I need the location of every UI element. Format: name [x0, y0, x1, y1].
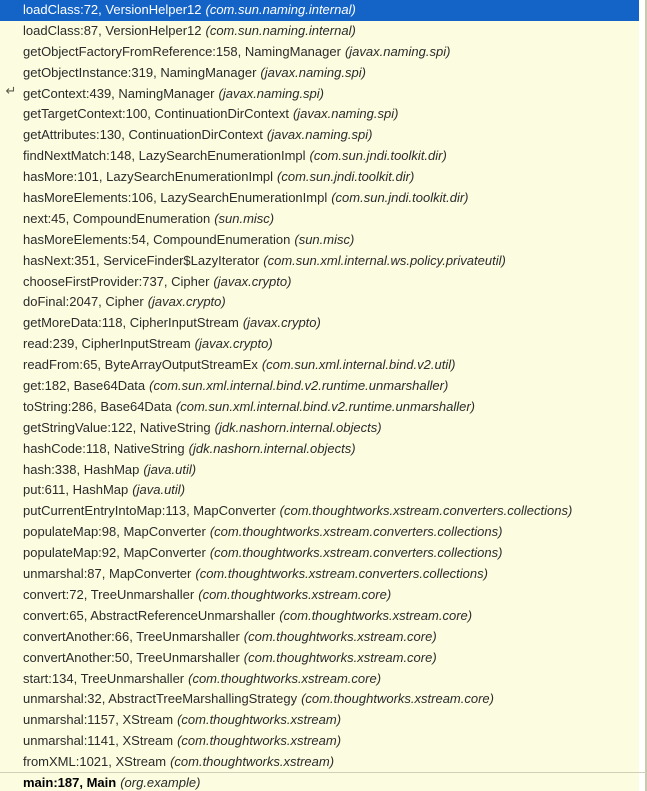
stack-frame-row[interactable]: [0, 710, 646, 731]
frame-package-label: (org.example): [120, 774, 201, 790]
frame-package-label: (com.sun.naming.internal): [205, 22, 356, 38]
frame-method-label: read:239, CipherInputStream: [23, 336, 191, 352]
stack-frame-row[interactable]: [0, 752, 646, 773]
frame-package-label: (com.thoughtworks.xstream.converters.collections): [195, 566, 488, 582]
frame-package-label: (com.thoughtworks.xstream): [177, 712, 342, 728]
frame-method-label: chooseFirstProvider:737, Cipher: [23, 273, 210, 289]
frame-package-label: (java.util): [143, 461, 197, 477]
stack-frame-row[interactable]: [0, 230, 646, 251]
frame-method-label: hasNext:351, ServiceFinder$LazyIterator: [23, 252, 260, 268]
frame-method-label: main:187, Main: [23, 774, 117, 790]
frame-package-label: (sun.misc): [214, 210, 275, 226]
stack-frame-row[interactable]: [0, 439, 646, 460]
stack-frame-row[interactable]: [0, 313, 646, 334]
frame-package-label: (com.sun.jndi.toolkit.dir): [277, 169, 415, 185]
stack-frame-row[interactable]: [0, 125, 646, 146]
stack-frame-row[interactable]: [0, 731, 646, 752]
frame-method-label: findNextMatch:148, LazySearchEnumerationImpl: [23, 148, 306, 164]
stack-frame-row[interactable]: [0, 480, 646, 501]
frame-method-label: putCurrentEntryIntoMap:113, MapConverter: [23, 503, 276, 519]
frame-method-label: unmarshal:87, MapConverter: [23, 566, 192, 582]
frame-package-label: (javax.crypto): [242, 315, 321, 331]
frame-method-label: populateMap:92, MapConverter: [23, 545, 206, 561]
frame-method-label: convert:72, TreeUnmarshaller: [23, 586, 195, 602]
frame-method-label: fromXML:1021, XStream: [23, 754, 167, 770]
stack-frame-row[interactable]: [0, 543, 646, 564]
frame-package-label: (jdk.nashorn.internal.objects): [214, 419, 382, 435]
frame-package-label: (com.sun.jndi.toolkit.dir): [309, 148, 447, 164]
frame-method-label: convertAnother:50, TreeUnmarshaller: [23, 649, 240, 665]
return-arrow-icon[interactable]: ↵: [5, 83, 17, 98]
frame-package-label: (javax.crypto): [147, 294, 226, 310]
frame-method-label: loadClass:72, VersionHelper12: [23, 2, 202, 17]
stack-frame-row[interactable]: [0, 648, 646, 669]
frame-package-label: (com.thoughtworks.xstream.core): [198, 586, 392, 602]
frame-method-label: loadClass:87, VersionHelper12: [23, 22, 202, 38]
frame-package-label: (com.thoughtworks.xstream.core): [243, 649, 437, 665]
frame-package-label: (com.sun.xml.internal.bind.v2.runtime.unmarshaller): [149, 378, 449, 394]
frame-method-label: getAttributes:130, ContinuationDirContext: [23, 127, 263, 143]
frame-method-label: unmarshal:32, AbstractTreeMarshallingStrategy: [23, 691, 298, 707]
stack-frame-row[interactable]: [0, 669, 646, 690]
stack-frame-row[interactable]: [0, 397, 646, 418]
stack-frame-row[interactable]: [0, 209, 646, 230]
stack-frame-row[interactable]: [0, 606, 646, 627]
frame-package-label: (javax.naming.spi): [266, 127, 373, 143]
frame-separator: [0, 772, 646, 773]
stack-frame-row[interactable]: [0, 188, 646, 209]
stack-frame-row[interactable]: [0, 84, 646, 105]
frame-package-label: (com.thoughtworks.xstream.converters.collections): [209, 524, 503, 540]
frame-method-label: doFinal:2047, Cipher: [23, 294, 144, 310]
frame-package-label: (sun.misc): [294, 231, 355, 247]
stack-frame-row[interactable]: [0, 773, 646, 791]
frame-method-label: readFrom:65, ByteArrayOutputStreamEx: [23, 357, 258, 373]
frame-package-label: (com.sun.xml.internal.bind.v2.util): [261, 357, 456, 373]
stack-frame-row[interactable]: [0, 167, 646, 188]
stack-frame-row[interactable]: [0, 63, 646, 84]
frame-package-label: (com.thoughtworks.xstream): [170, 754, 335, 770]
stack-frame-row[interactable]: [0, 585, 646, 606]
stack-frame-row[interactable]: [0, 522, 646, 543]
frame-package-label: (com.sun.xml.internal.ws.policy.privateutil): [263, 252, 506, 268]
frame-package-label: (com.thoughtworks.xstream.core): [188, 670, 382, 686]
frame-method-label: getTargetContext:100, ContinuationDirContext: [23, 106, 289, 122]
frame-method-label: hash:338, HashMap: [23, 461, 140, 477]
stack-frame-row[interactable]: [0, 272, 646, 293]
frame-method-label: start:134, TreeUnmarshaller: [23, 670, 185, 686]
stack-frame-row[interactable]: [0, 355, 646, 376]
frame-method-label: hasMore:101, LazySearchEnumerationImpl: [23, 169, 274, 185]
frame-method-label: next:45, CompoundEnumeration: [23, 210, 211, 226]
frame-package-label: (com.thoughtworks.xstream.converters.collections): [279, 503, 573, 519]
frame-method-label: hasMoreElements:106, LazySearchEnumerationImpl: [23, 190, 328, 206]
frame-method-label: getMoreData:118, CipherInputStream: [23, 315, 239, 331]
frame-package-label: (javax.crypto): [194, 336, 273, 352]
frame-method-label: getStringValue:122, NativeString: [23, 419, 211, 435]
frame-method-label: getObjectFactoryFromReference:158, NamingManager: [23, 43, 341, 59]
panel-right-border: [645, 0, 646, 791]
frame-package-label: (javax.crypto): [213, 273, 292, 289]
frame-method-label: get:182, Base64Data: [23, 378, 146, 394]
frame-method-label: getObjectInstance:319, NamingManager: [23, 64, 257, 80]
frame-method-label: convert:65, AbstractReferenceUnmarshaller: [23, 607, 276, 623]
frame-method-label: convertAnother:66, TreeUnmarshaller: [23, 628, 240, 644]
stack-frame-row[interactable]: [0, 501, 646, 522]
frame-method-label: unmarshal:1157, XStream: [23, 712, 174, 728]
frame-method-label: hasMoreElements:54, CompoundEnumeration: [23, 231, 291, 247]
stack-frame-row[interactable]: [0, 564, 646, 585]
stack-frame-row[interactable]: [0, 334, 646, 355]
frame-package-label: (com.thoughtworks.xstream.core): [279, 607, 473, 623]
frame-method-label: unmarshal:1141, XStream: [23, 733, 174, 749]
stack-frame-row[interactable]: [0, 292, 646, 313]
stack-frame-row[interactable]: [0, 21, 646, 42]
stack-frame-row[interactable]: [0, 146, 646, 167]
frame-package-label: (javax.naming.spi): [260, 64, 366, 80]
stack-frame-row[interactable]: [0, 42, 646, 63]
frame-method-label: hashCode:118, NativeString: [23, 440, 185, 456]
frame-package-label: (java.util): [132, 482, 186, 498]
stack-frame-row[interactable]: [0, 627, 646, 648]
frame-package-label: (javax.naming.spi): [218, 85, 325, 101]
stack-frame-row[interactable]: [0, 376, 646, 397]
frame-method-label: put:611, HashMap: [23, 482, 129, 498]
stack-frame-row[interactable]: [0, 689, 646, 710]
frame-package-label: (javax.naming.spi): [344, 43, 451, 59]
frame-package-label: (com.sun.naming.internal): [205, 2, 356, 17]
frame-package-label: (com.thoughtworks.xstream): [177, 733, 342, 749]
frame-method-label: toString:286, Base64Data: [23, 398, 172, 414]
frame-package-label: (com.thoughtworks.xstream.core): [243, 628, 437, 644]
frame-package-label: (com.sun.jndi.toolkit.dir): [331, 190, 469, 206]
stack-frame-row[interactable]: [0, 0, 646, 21]
stack-frame-row[interactable]: [0, 460, 646, 481]
frame-method-label: getContext:439, NamingManager: [23, 85, 215, 101]
frame-package-label: (com.thoughtworks.xstream.core): [301, 691, 494, 707]
frame-method-label: populateMap:98, MapConverter: [23, 524, 206, 540]
stack-frame-row[interactable]: [0, 104, 646, 125]
frame-package-label: (com.thoughtworks.xstream.converters.collections): [209, 545, 503, 561]
frame-package-label: (jdk.nashorn.internal.objects): [188, 440, 356, 456]
stack-frame-row[interactable]: [0, 418, 646, 439]
frame-package-label: (javax.naming.spi): [292, 106, 399, 122]
stack-frame-row[interactable]: [0, 251, 646, 272]
frame-package-label: (com.sun.xml.internal.bind.v2.runtime.unmarshaller): [175, 398, 476, 414]
